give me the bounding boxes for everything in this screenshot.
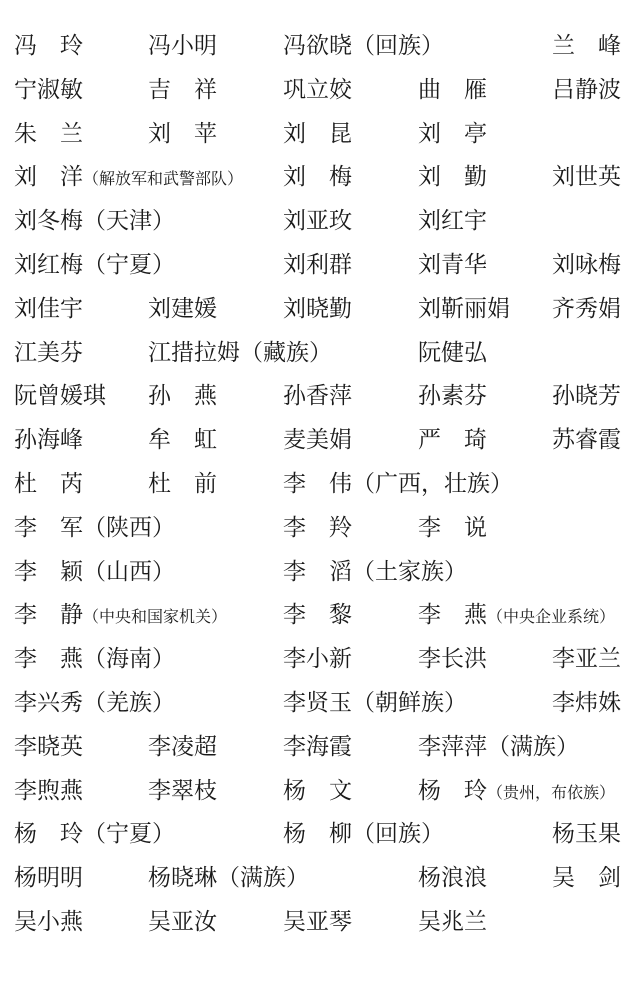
name-row	[0, 207, 640, 251]
name-entry: 李 军（陕西）	[14, 514, 175, 541]
name-entry: 苏睿霞	[552, 427, 621, 454]
name-entry: 吴亚琴	[283, 909, 352, 935]
name-entry: 李海霞	[283, 733, 352, 760]
name-entry: 杜 芮	[14, 471, 83, 497]
name-row	[0, 733, 640, 777]
name-entry: 李 燕（海南）	[14, 646, 175, 673]
name-entry: 麦美娟	[283, 427, 352, 454]
name-entry: 李 说	[418, 514, 487, 541]
name-entry: 刘 昆	[283, 120, 352, 147]
name-entry: 刘红梅（宁夏）	[14, 252, 175, 278]
name-entry: 孙素芬	[418, 383, 487, 410]
name-entry: 杨 柳（回族）	[283, 821, 444, 848]
name-entry: 刘冬梅（天津）	[14, 208, 175, 235]
name-row	[0, 251, 640, 295]
name-entry: 杨 玲（贵州，布依族）	[418, 777, 616, 804]
name-entry: 李长洪	[418, 646, 487, 673]
name-entry: 孙香萍	[283, 383, 352, 410]
name-entry: 刘利群	[283, 252, 352, 278]
name-entry: 李萍萍（满族）	[418, 733, 579, 760]
name-entry: 吕静波	[552, 76, 621, 103]
name-entry: 严 琦	[418, 427, 487, 454]
name-entry: 刘佳宇	[14, 295, 83, 322]
name-entry: 阮曾媛琪	[14, 383, 106, 410]
name-row	[0, 689, 640, 733]
name-entry: 李小新	[283, 646, 352, 673]
name-entry: 李 黎	[283, 602, 352, 629]
name-entry: 杨晓琳（满族）	[148, 865, 309, 892]
name-entry: 刘 苹	[148, 120, 217, 147]
name-entry: 刘 勤	[418, 164, 487, 191]
name-entry: 朱 兰	[14, 120, 83, 147]
name-entry: 刘红宇	[418, 208, 487, 235]
name-row	[0, 820, 640, 864]
name-entry: 杨 文	[283, 777, 352, 804]
name-entry: 孙晓芳	[552, 383, 621, 410]
name-entry: 李晓英	[14, 733, 83, 760]
name-entry: 刘 洋（解放军和武警部队）	[14, 164, 244, 191]
name-entry: 吴亚汝	[148, 909, 217, 935]
name-entry: 冯 玲	[14, 33, 83, 59]
name-entry: 李贤玉（朝鲜族）	[283, 690, 467, 716]
name-row	[0, 76, 640, 120]
name-entry: 杨玉果	[552, 821, 621, 848]
name-row	[0, 295, 640, 339]
name-entry: 刘亚玫	[283, 208, 352, 235]
name-row	[0, 777, 640, 821]
name-entry: 李凌超	[148, 733, 217, 760]
name-entry: 冯小明	[148, 33, 217, 59]
name-entry: 宁淑敏	[14, 76, 83, 103]
name-entry: 刘世英	[552, 164, 621, 191]
name-entry: 巩立姣	[283, 76, 352, 103]
name-entry: 李煦燕	[14, 777, 83, 804]
name-entry: 冯欲晓（回族）	[283, 33, 444, 59]
name-entry: 李 静（中央和国家机关）	[14, 602, 228, 629]
name-entry: 李 羚	[283, 514, 352, 541]
name-entry: 吴兆兰	[418, 909, 487, 935]
name-row	[0, 864, 640, 908]
name-entry: 刘靳丽娟	[418, 295, 510, 322]
name-entry: 刘 梅	[283, 164, 352, 191]
name-row	[0, 645, 640, 689]
name-entry: 刘咏梅	[552, 252, 621, 278]
name-entry: 刘青华	[418, 252, 487, 278]
name-entry: 孙 燕	[148, 383, 217, 410]
name-entry: 刘晓勤	[283, 295, 352, 322]
name-entry: 吴 剑	[552, 865, 621, 892]
name-entry: 吴小燕	[14, 909, 83, 935]
name-row	[0, 470, 640, 514]
name-entry: 刘建媛	[148, 295, 217, 322]
name-row	[0, 601, 640, 645]
name-entry: 江措拉姆（藏族）	[148, 339, 332, 366]
name-entry: 李 颖（山西）	[14, 558, 175, 585]
name-entry: 李 滔（土家族）	[283, 558, 467, 585]
name-entry: 曲 雁	[418, 76, 487, 103]
name-entry: 李 伟（广西，壮族）	[283, 471, 513, 497]
name-entry: 杨浪浪	[418, 865, 487, 892]
name-entry: 江美芬	[14, 339, 83, 366]
name-entry: 刘 亭	[418, 120, 487, 147]
name-entry: 杨 玲（宁夏）	[14, 821, 175, 848]
name-entry: 孙海峰	[14, 427, 83, 454]
name-row	[0, 32, 640, 76]
name-entry: 李 燕（中央企业系统）	[418, 602, 616, 629]
name-entry: 吉 祥	[148, 76, 217, 103]
name-entry: 杜 前	[148, 471, 217, 497]
name-entry: 阮健弘	[418, 339, 487, 366]
name-row	[0, 426, 640, 470]
name-entry: 齐秀娟	[552, 295, 621, 322]
name-entry: 兰 峰	[552, 33, 621, 59]
name-row	[0, 908, 640, 952]
name-entry: 牟 虹	[148, 427, 217, 454]
name-entry: 李翠枝	[148, 777, 217, 804]
name-row	[0, 558, 640, 602]
name-row	[0, 382, 640, 426]
name-row	[0, 120, 640, 164]
name-row	[0, 163, 640, 207]
name-entry: 李兴秀（羌族）	[14, 690, 175, 716]
name-row	[0, 339, 640, 383]
name-entry: 李亚兰	[552, 646, 621, 673]
name-row	[0, 514, 640, 558]
name-entry: 李炜姝	[552, 690, 621, 716]
name-entry: 杨明明	[14, 865, 83, 892]
